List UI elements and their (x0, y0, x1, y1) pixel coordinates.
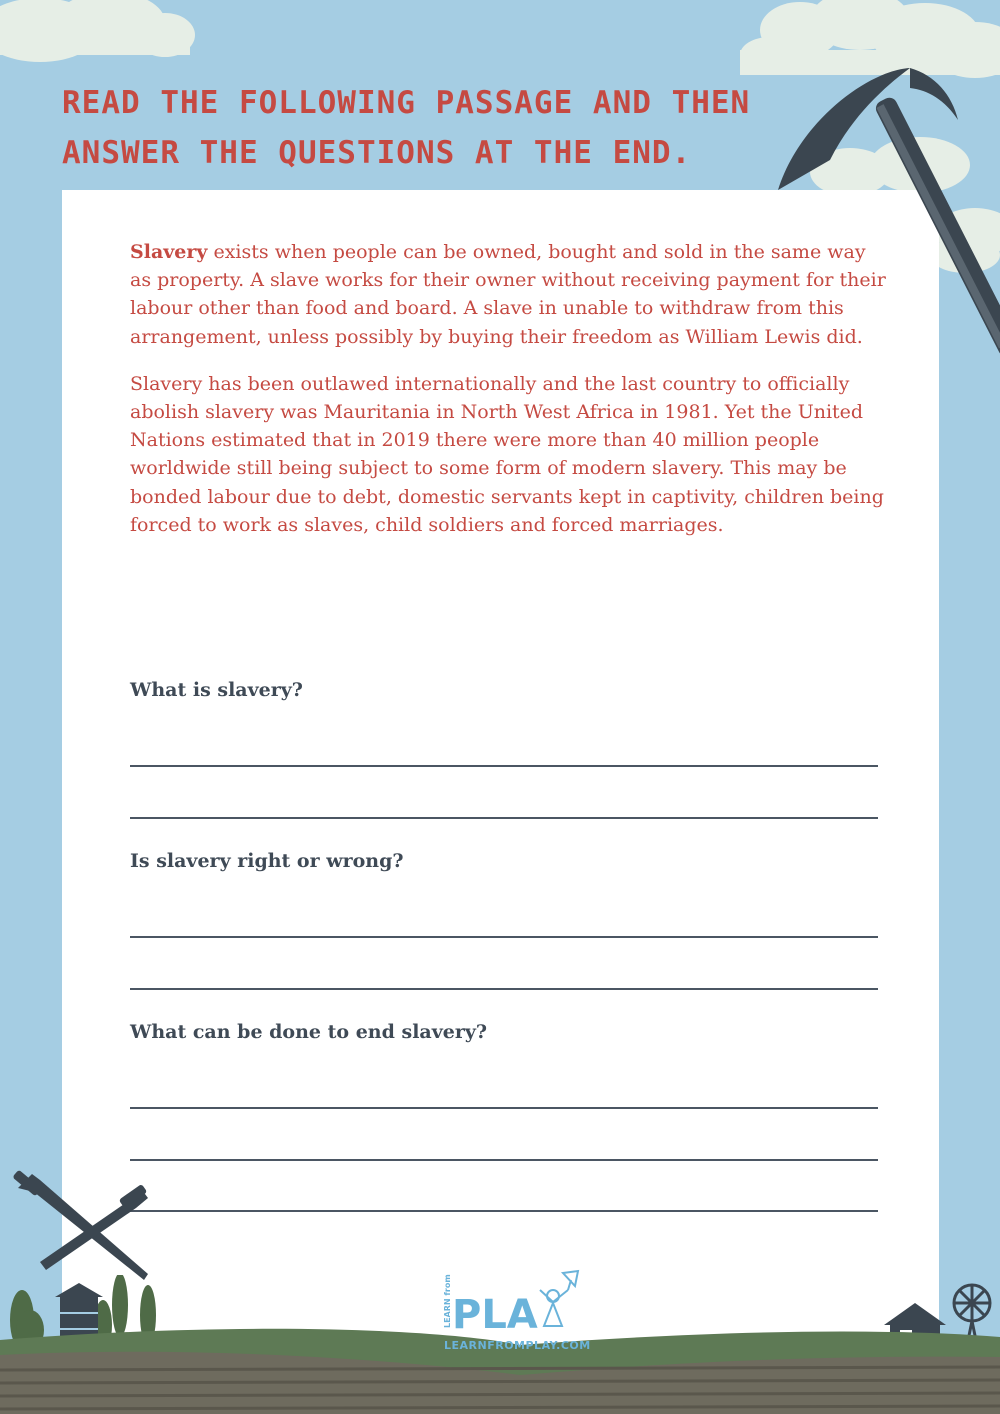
girl-with-kite-icon (540, 1271, 578, 1326)
answer-line[interactable] (130, 817, 878, 819)
heading-line-1: READ THE FOLLOWING PASSAGE AND THEN (62, 85, 751, 121)
question-1: What is slavery? (130, 679, 303, 701)
passage-paragraph-1 (130, 238, 890, 351)
logo-main-text: PLA (452, 1292, 538, 1338)
website-url[interactable]: LEARNFROMPLAY.COM (444, 1339, 591, 1352)
answer-line[interactable] (130, 765, 878, 767)
question-2: Is slavery right or wrong? (130, 850, 404, 872)
heading-line-2: ANSWER THE QUESTIONS AT THE END. (62, 135, 692, 171)
term-slavery: Slavery (130, 241, 208, 263)
answer-line[interactable] (130, 1107, 878, 1109)
reading-passage (130, 238, 890, 558)
answer-line[interactable] (130, 1210, 878, 1212)
passage-paragraph-2: Slavery has been outlawed internationally and the last country to officially abolish slavery was Mauritania in North West Africa in 1981. Yet the United Nations estimated that in 2019 there were more than 40 million people worldwide still being subject to some form of modern slavery. This may be bonded labour due to debt, domestic servants kept in captivity, children being forced to work as slaves, child soldiers and forced marriages. (130, 372, 884, 536)
logo-small-text: LEARN from (443, 1274, 452, 1328)
passage-paragraph-1-text: exists when people can be owned, bought and sold in the same way as property. A slave works for their owner without receiving payment for their labour other than food and board. A slave in unable to withdraw from this arrangement, unless possibly by buying their freedom as William Lewis did. (130, 241, 886, 348)
answer-line[interactable] (130, 936, 878, 938)
instructions-heading (62, 78, 762, 178)
answer-line[interactable] (130, 1159, 878, 1161)
answer-line[interactable] (130, 988, 878, 990)
crossed-nails-icon (10, 1170, 155, 1285)
question-3: What can be done to end slavery? (130, 1021, 488, 1043)
